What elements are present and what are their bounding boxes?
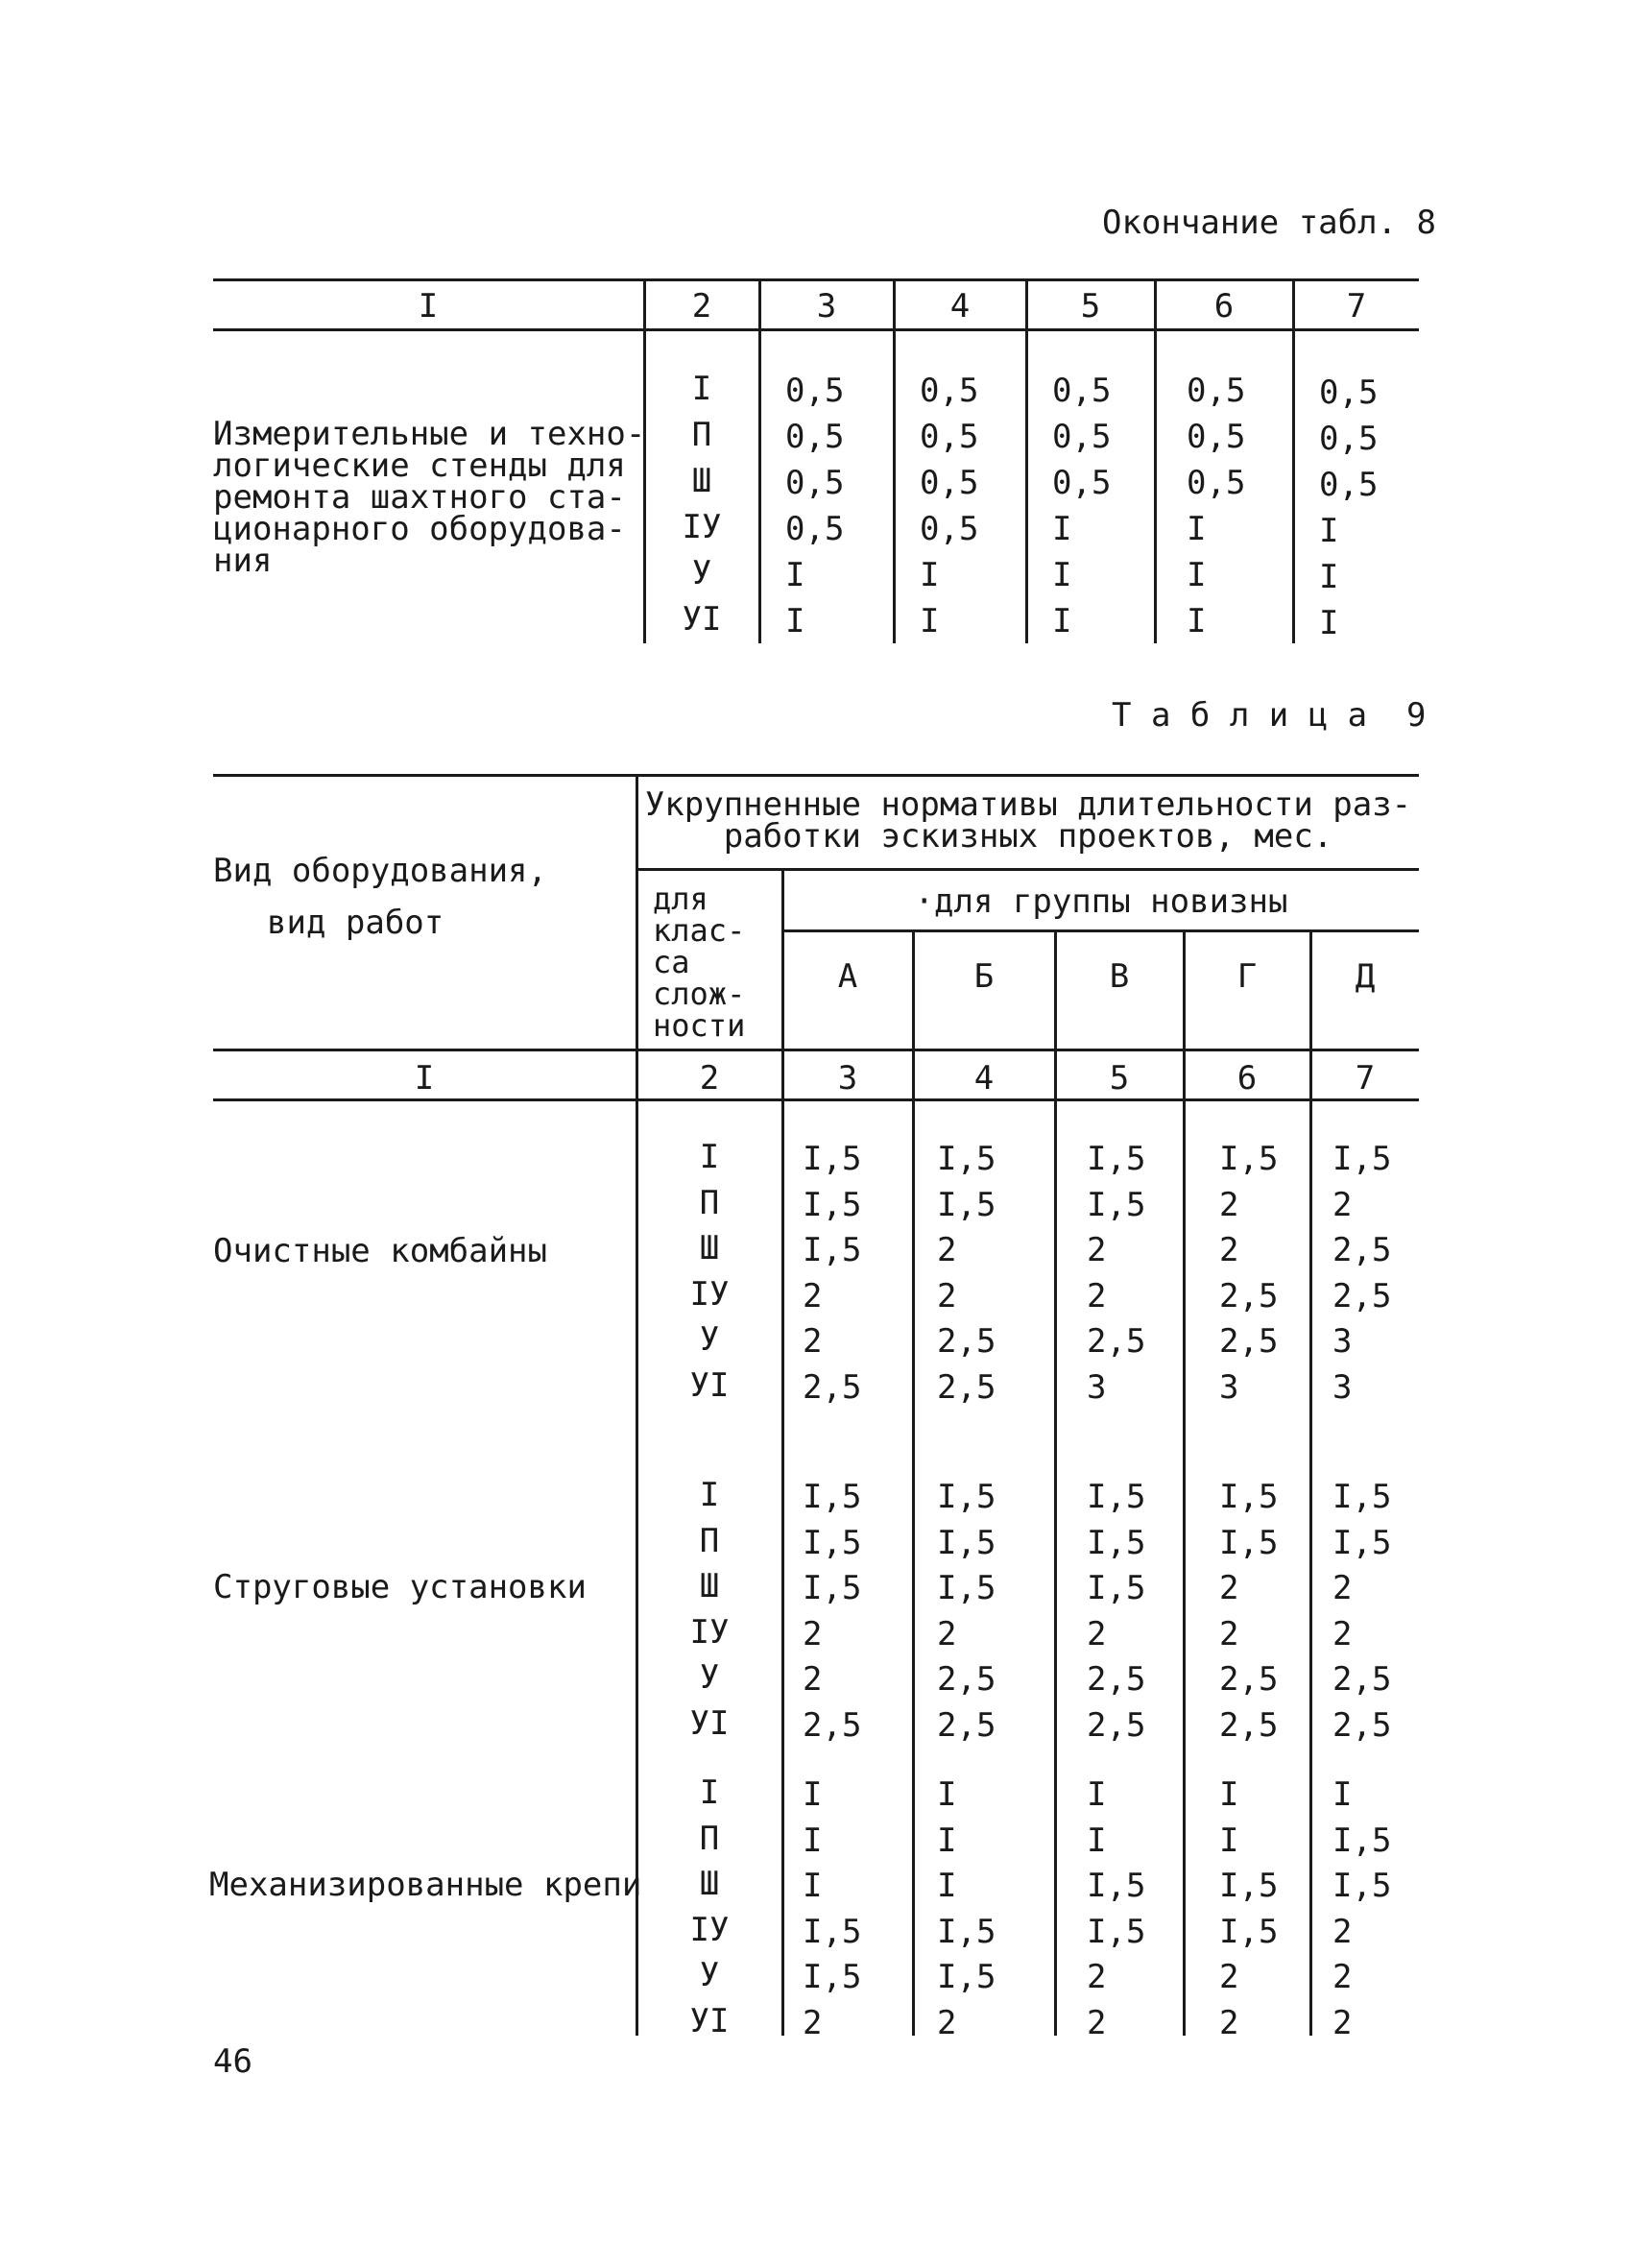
table9-vline-2 bbox=[781, 870, 784, 2036]
table8-colnum: 2 bbox=[691, 287, 712, 326]
table8-row-label: Измерительные и техно- логические стенды для ремонта шахтного ста- ционарного оборудова- ния bbox=[213, 415, 646, 580]
table8-colnum: 5 bbox=[1080, 287, 1101, 326]
table9-s1-col5: I,5 I,5 2 2 2,5 3 bbox=[1087, 1140, 1146, 1407]
table8-caption: Окончание табл. 8 bbox=[1102, 204, 1436, 242]
table9-s2-col3: I,5 I,5 I,5 2 2 2,5 bbox=[803, 1478, 862, 1745]
table8-colnum: 4 bbox=[949, 287, 971, 326]
table9-group-b: Б bbox=[973, 957, 995, 996]
table9-s3-col3: I I I I,5 I,5 2 bbox=[803, 1775, 862, 2042]
table9-colnum: 3 bbox=[837, 1059, 858, 1098]
table9-header-col1-line1: Вид оборудования, bbox=[213, 852, 547, 890]
table9-group-g: Г bbox=[1236, 957, 1258, 996]
table9-s1-col4: I,5 I,5 2 2 2,5 2,5 bbox=[937, 1140, 996, 1407]
table9-header-span-rule bbox=[637, 868, 1419, 871]
table8-vline-6 bbox=[1292, 280, 1295, 643]
table8-vline-3 bbox=[893, 280, 896, 643]
table9-s2-col5: I,5 I,5 I,5 2 2,5 2,5 bbox=[1087, 1478, 1146, 1745]
table8-top-rule bbox=[213, 278, 1419, 281]
table9-s1-col3: I,5 I,5 I,5 2 2 2,5 bbox=[803, 1140, 862, 1407]
table9-vline-5 bbox=[1183, 931, 1186, 2036]
table9-caption: Т а б л и ц а 9 bbox=[1112, 696, 1427, 735]
table9-section-classes: I П Ш IУ У УI bbox=[689, 1773, 730, 2040]
table9-s3-col7: I I,5 I,5 2 2 2 bbox=[1332, 1775, 1392, 2042]
table9-header-span: Укрупненные нормативы длительности раз- работки эскизных проектов, мес. bbox=[644, 785, 1412, 856]
table8-vline-4 bbox=[1025, 280, 1028, 643]
table8-values-col7: 0,5 0,5 0,5 I I I bbox=[1319, 374, 1379, 642]
table9-section-label: Механизированные крепи bbox=[209, 1866, 642, 1904]
table9-colnum-rule bbox=[213, 1098, 1419, 1101]
table8-colnum: I bbox=[418, 287, 439, 326]
table9-vline-6 bbox=[1309, 931, 1312, 2036]
table9-top-rule bbox=[213, 774, 1419, 777]
table9-colnum: I bbox=[414, 1059, 435, 1098]
table9-s2-col7: I,5 I,5 2 2 2,5 2,5 bbox=[1332, 1478, 1392, 1745]
table8-vline-2 bbox=[758, 280, 761, 643]
table9-s3-col5: I I I,5 I,5 2 2 bbox=[1087, 1775, 1146, 2042]
table9-vline-4 bbox=[1054, 931, 1057, 2036]
table8-values-col3: 0,5 0,5 0,5 0,5 I I bbox=[785, 372, 845, 640]
table9-s1-col7: I,5 2 2,5 2,5 3 3 bbox=[1332, 1140, 1392, 1407]
table9-colnum: 2 bbox=[699, 1059, 720, 1098]
table9-group-v: В bbox=[1109, 957, 1130, 996]
table9-s2-col6: I,5 I,5 2 2 2,5 2,5 bbox=[1219, 1478, 1279, 1745]
table9-header-col1-line2: вид работ bbox=[267, 904, 444, 942]
table9-s2-col4: I,5 I,5 I,5 2 2,5 2,5 bbox=[937, 1478, 996, 1745]
table9-s3-col4: I I I I,5 I,5 2 bbox=[937, 1775, 996, 2042]
table8-values-col5: 0,5 0,5 0,5 I I I bbox=[1052, 372, 1112, 640]
table9-section-classes: I П Ш IУ У УI bbox=[689, 1476, 730, 1743]
table9-s1-col6: I,5 2 2 2,5 2,5 3 bbox=[1219, 1140, 1279, 1407]
table8-colnum-rule bbox=[213, 328, 1419, 331]
table9-colnum: 7 bbox=[1355, 1059, 1376, 1098]
table8-colnum: 3 bbox=[816, 287, 837, 326]
table9-header-novelty-rule bbox=[783, 929, 1419, 932]
table9-group-a: А bbox=[837, 957, 858, 996]
table9-section-label: Очистные комбайны bbox=[213, 1232, 547, 1270]
page-number: 46 bbox=[213, 2042, 252, 2081]
table8-colnum: 7 bbox=[1346, 287, 1367, 326]
table8-class-column: I П Ш IУ У УI bbox=[682, 370, 722, 639]
table9-colnum: 5 bbox=[1109, 1059, 1130, 1098]
table9-group-d: Д bbox=[1355, 957, 1376, 996]
table9-header-bottom-rule bbox=[213, 1049, 1419, 1051]
table9-header-novelty: ·для группы новизны bbox=[914, 882, 1288, 921]
table9-section-label: Струговые установки bbox=[213, 1568, 587, 1606]
table9-header-class-col: для клас- са слож- ности bbox=[653, 881, 746, 1044]
table9-section-classes: I П Ш IУ У УI bbox=[689, 1138, 730, 1405]
table9-colnum: 4 bbox=[973, 1059, 995, 1098]
table8-values-col4: 0,5 0,5 0,5 0,5 I I bbox=[920, 372, 979, 640]
table9-s3-col6: I I I,5 I,5 2 2 bbox=[1219, 1775, 1279, 2042]
table9-vline-3 bbox=[912, 931, 915, 2036]
table8-vline-5 bbox=[1154, 280, 1157, 643]
table8-colnum: 6 bbox=[1213, 287, 1235, 326]
table8-values-col6: 0,5 0,5 0,5 I I I bbox=[1187, 372, 1246, 640]
table9-colnum: 6 bbox=[1236, 1059, 1258, 1098]
